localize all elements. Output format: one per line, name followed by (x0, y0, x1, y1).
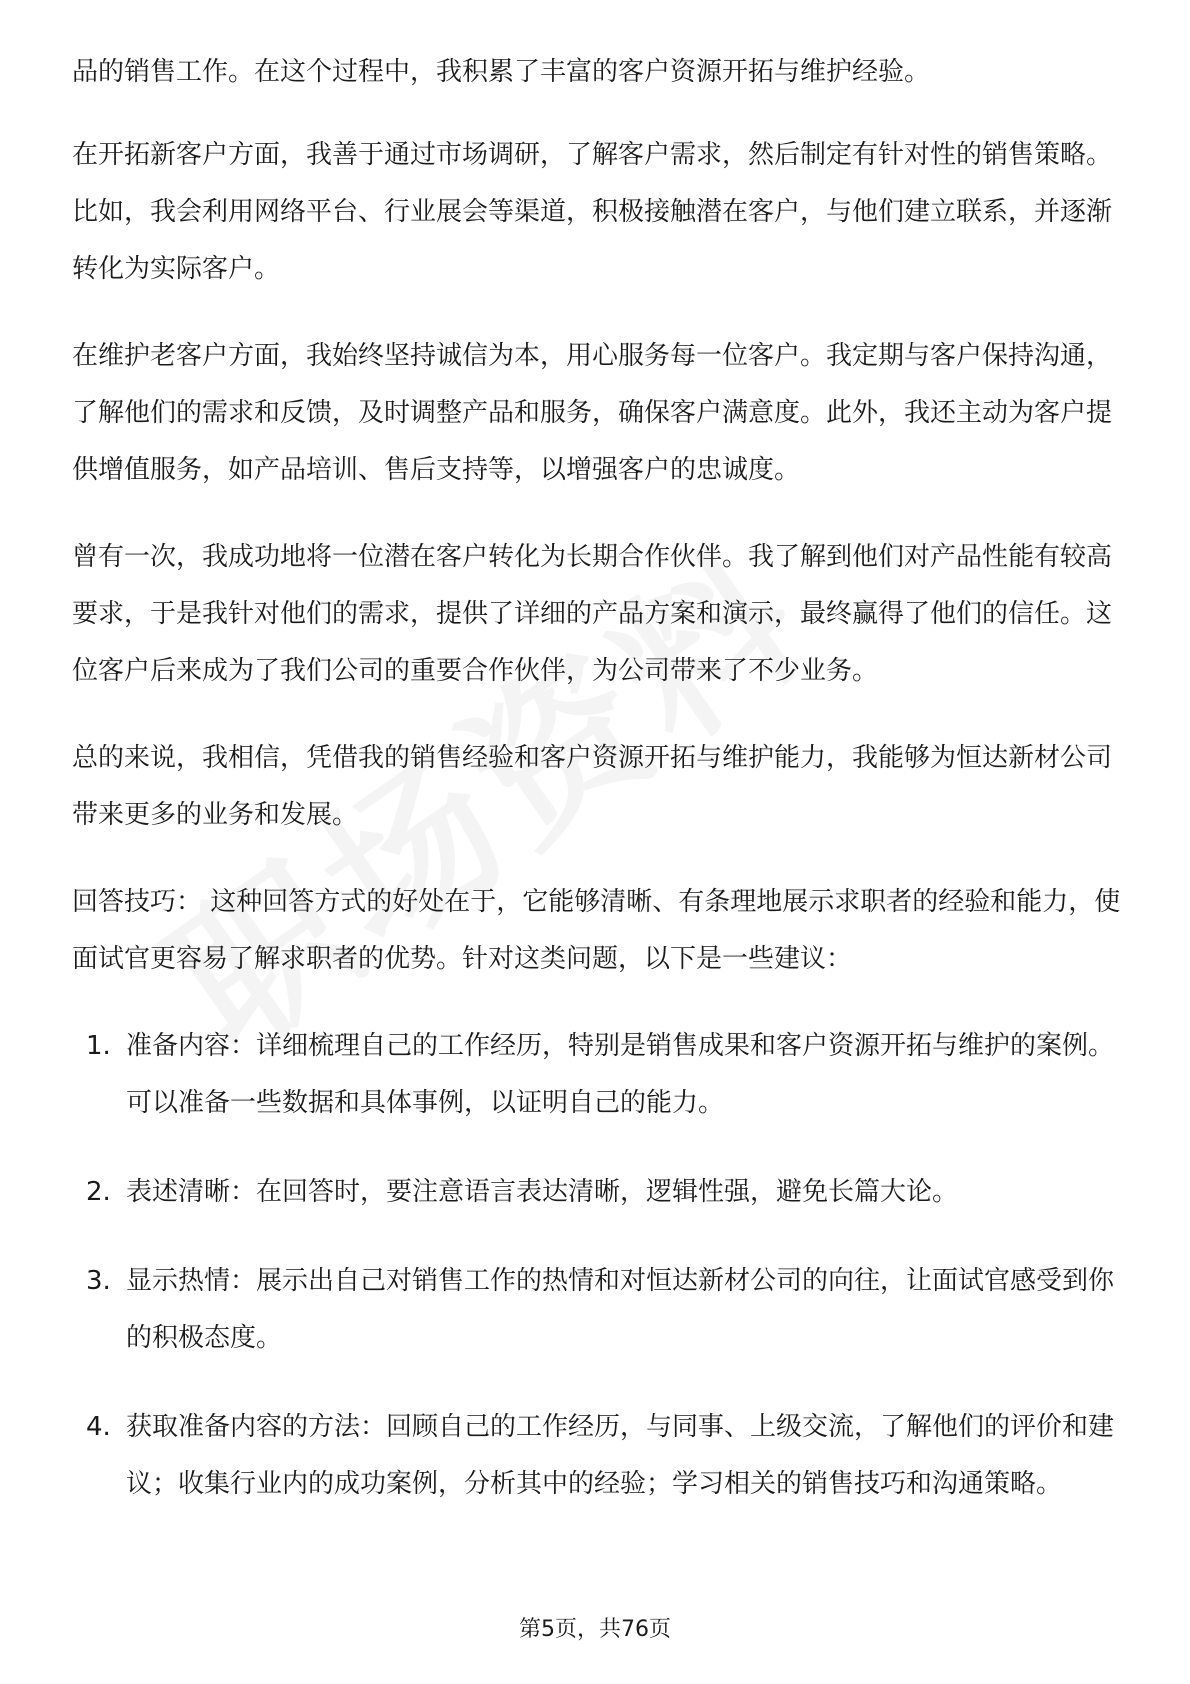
list-number: 4. (86, 1412, 111, 1442)
paragraph: 在开拓新客户方面，我善于通过市场调研，了解客户需求，然后制定有针对性的销售策略。比如，我会利用网络平台、行业展会等渠道，积极接触潜在客户，与他们建立联系，并逐渐转化为实际客户。 (72, 140, 1113, 284)
list-item (72, 1018, 1122, 1132)
list-item (72, 1164, 1122, 1221)
answer-tips-intro: 回答技巧： 这种回答方式的好处在于，它能够清晰、有条理地展示求职者的经验和能力，使面试官更容易了解求职者的优势。针对这类问题，以下是一些建议： (72, 887, 1121, 974)
paragraph: 品的销售工作。在这个过程中，我积累了丰富的客户资源开拓与维护经验。 (72, 57, 931, 87)
paragraph: 曾有一次，我成功地将一位潜在客户转化为长期合作伙伴。我了解到他们对产品性能有较高要求，于是我针对他们的需求，提供了详细的产品方案和演示，最终赢得了他们的信任。这位客户后来成为了我们公司的重要合作伙伴，为公司带来了不少业务。 (72, 542, 1113, 686)
list-item-text: 表述清晰：在回答时，要注意语言表达清晰，逻辑性强，避免长篇大论。 (126, 1177, 959, 1207)
list-item-text: 准备内容：详细梳理自己的工作经历，特别是销售成果和客户资源开拓与维护的案例。可以准备一些数据和具体事例，以证明自己的能力。 (126, 1031, 1115, 1118)
paragraph: 总的来说，我相信，凭借我的销售经验和客户资源开拓与维护能力，我能够为恒达新材公司带来更多的业务和发展。 (72, 743, 1113, 830)
list-number: 1. (86, 1031, 111, 1061)
list-item-text: 显示热情：展示出自己对销售工作的热情和对恒达新材公司的向往，让面试官感受到你的积极态度。 (126, 1266, 1115, 1353)
tips-list (72, 1018, 1122, 1513)
list-number: 3. (86, 1266, 111, 1296)
list-item-text: 获取准备内容的方法：回顾自己的工作经历，与同事、上级交流，了解他们的评价和建议；收集行业内的成功案例，分析其中的经验；学习相关的销售技巧和沟通策略。 (126, 1412, 1115, 1499)
list-item (72, 1399, 1122, 1513)
page-number: 第5页，共76页 (519, 1617, 671, 1642)
list-item (72, 1253, 1122, 1367)
list-number: 2. (86, 1177, 111, 1207)
document-body (72, 44, 1122, 1545)
paragraph: 在维护老客户方面，我始终坚持诚信为本，用心服务每一位客户。我定期与客户保持沟通，了解他们的需求和反馈，及时调整产品和服务，确保客户满意度。此外，我还主动为客户提供增值服务，如产品培训、售后支持等，以增强客户的忠诚度。 (72, 341, 1113, 485)
